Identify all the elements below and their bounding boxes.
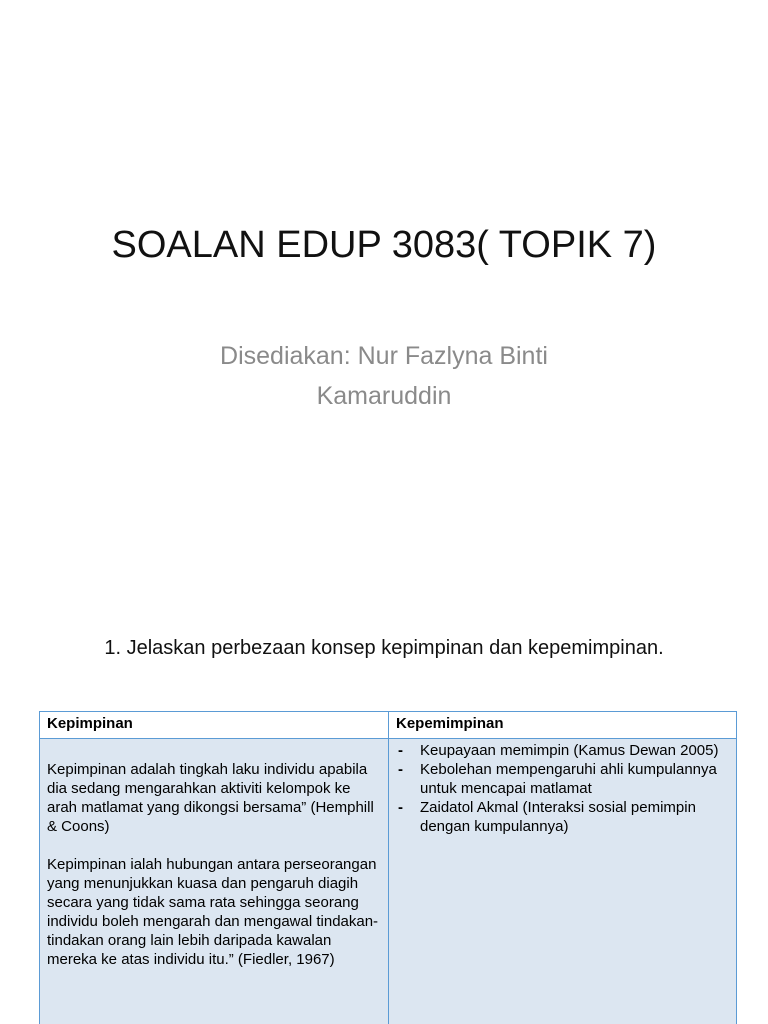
list-item-text: Keupayaan memimpin (Kamus Dewan 2005) [420, 742, 719, 759]
subtitle-line-1: Disediakan: Nur Fazlyna Binti [220, 342, 548, 370]
kepemimpinan-cell [389, 739, 737, 1024]
list-item [396, 741, 729, 760]
dash-bullet-icon: - [398, 799, 403, 816]
list-item [396, 760, 729, 798]
comparison-table [39, 711, 737, 1024]
kepimpinan-definition-2: Kepimpinan ialah hubungan antara perseorangan yang menunjukkan kuasa dan pengaruh diagih secara yang tidak sama rata sehingga seorang individu boleh mengarah dan mengawal tindakan-tindakan orang lain lebih daripada kawalan mereka ke atas individu itu.” (Fiedler, 1967) [47, 856, 379, 968]
kepimpinan-definition-1: Kepimpinan adalah tingkah laku individu apabila dia sedang mengarahkan aktiviti kelompok ke arah matlamat yang dikongsi bersama” (Hemphill & Coons) [47, 761, 374, 835]
list-item-text: Kebolehan mempengaruhi ahli kumpulannya untuk mencapai matlamat [420, 761, 717, 797]
table-row [40, 739, 737, 1024]
subtitle-line-2: Kamaruddin [316, 382, 452, 410]
kepemimpinan-list [396, 741, 729, 836]
header-kepemimpinan: Kepemimpinan [389, 712, 737, 739]
dash-bullet-icon: - [398, 742, 403, 759]
list-item-text: Zaidatol Akmal (Interaksi sosial pemimpin dengan kumpulannya) [420, 799, 696, 835]
subtitle [150, 336, 618, 416]
question-text: 1. Jelaskan perbezaan konsep kepimpinan dan kepemimpinan. [104, 637, 664, 659]
list-item [396, 798, 729, 836]
kepimpinan-cell [40, 739, 389, 1024]
dash-bullet-icon: - [398, 761, 403, 778]
table-header-row [40, 712, 737, 739]
slide-title: SOALAN EDUP 3083( TOPIK 7) [111, 224, 657, 266]
header-kepimpinan: Kepimpinan [40, 712, 389, 739]
